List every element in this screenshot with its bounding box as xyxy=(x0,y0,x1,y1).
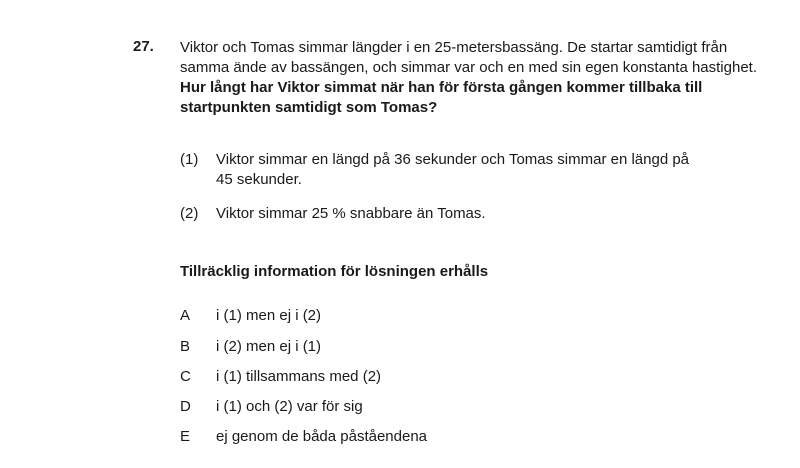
statement-2-number: (2) xyxy=(180,205,199,222)
option-a-text: i (1) men ej i (2) xyxy=(216,307,322,324)
option-a[interactable] xyxy=(180,306,321,326)
option-b-letter: B xyxy=(180,338,191,355)
option-b-text: i (2) men ej i (1) xyxy=(216,338,322,355)
option-e[interactable] xyxy=(180,427,427,447)
option-e-text: ej genom de båda påståendena xyxy=(216,428,428,445)
option-d-text: i (1) och (2) var för sig xyxy=(216,398,363,415)
question-number: 27. xyxy=(133,38,154,55)
option-b[interactable] xyxy=(180,337,321,357)
question-bold-line-2: startpunkten samtidigt som Tomas? xyxy=(180,99,438,116)
statement-2 xyxy=(180,204,486,224)
option-e-letter: E xyxy=(180,428,191,445)
question-line-2: samma ände av bassängen, och simmar var och en med sin egen konstanta hastighet. xyxy=(180,59,757,76)
question-line-1: Viktor och Tomas simmar längder i en 25-metersbassäng. De startar samtidigt från xyxy=(180,39,728,56)
option-d[interactable] xyxy=(180,397,363,417)
option-c[interactable] xyxy=(180,367,381,387)
statement-2-line-1: Viktor simmar 25 % snabbare än Tomas. xyxy=(216,205,486,222)
option-d-letter: D xyxy=(180,398,191,415)
option-c-letter: C xyxy=(180,368,191,385)
statement-1-line-2: 45 sekunder. xyxy=(216,171,302,188)
statement-1-line-1: Viktor simmar en längd på 36 sekunder och Tomas simmar en längd på xyxy=(216,151,690,168)
option-a-letter: A xyxy=(180,307,191,324)
question-bold-line-1: Hur långt har Viktor simmat när han för första gången kommer tillbaka till xyxy=(180,79,703,96)
statement-1 xyxy=(180,150,689,190)
option-c-text: i (1) tillsammans med (2) xyxy=(216,368,382,385)
statement-1-number: (1) xyxy=(180,151,199,168)
answer-prompt: Tillräcklig information för lösningen erhålls xyxy=(180,263,489,280)
question-text xyxy=(180,38,795,118)
